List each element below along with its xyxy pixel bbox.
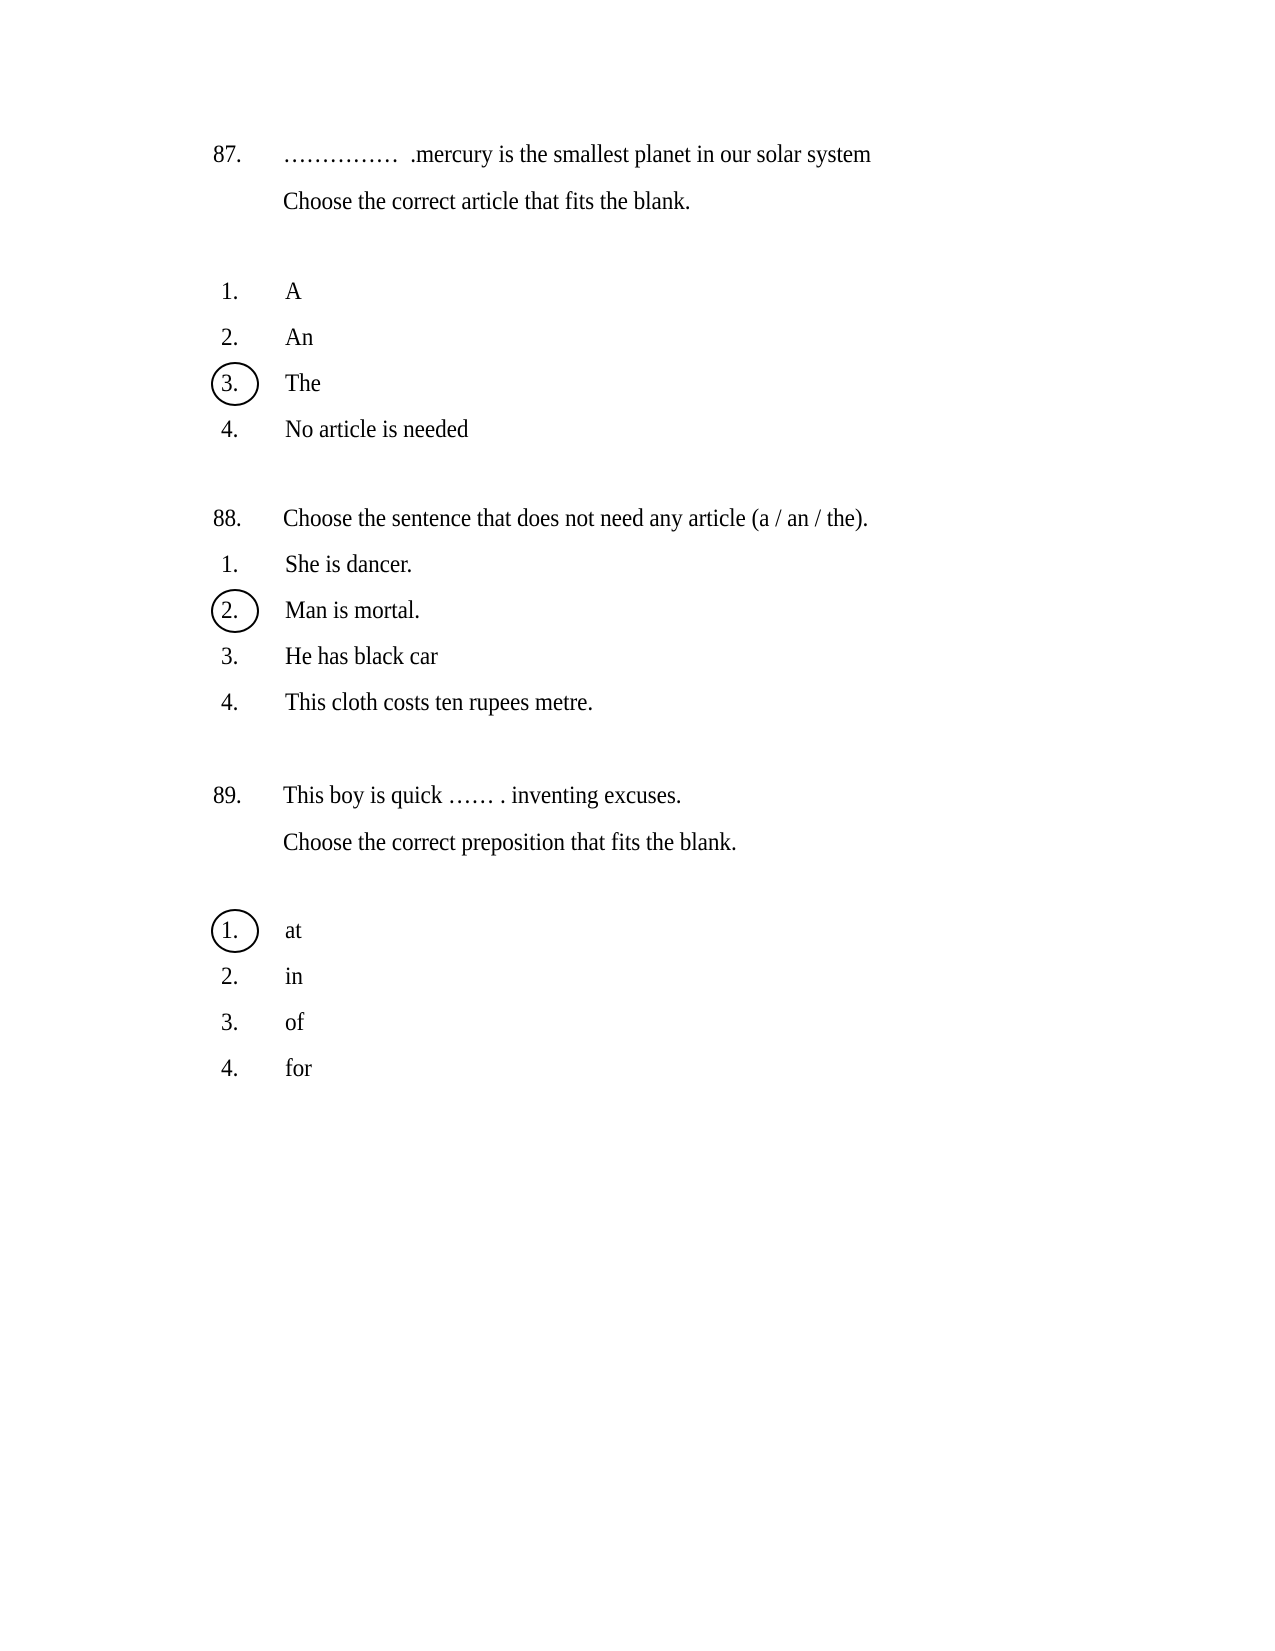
option-label: No article is needed: [285, 416, 469, 443]
option-label: She is dancer.: [285, 551, 413, 578]
option-row[interactable]: [213, 542, 1073, 588]
option-label: He has black car: [285, 643, 438, 670]
question-87-header: [213, 131, 1073, 178]
option-marker[interactable]: [213, 954, 285, 1000]
question-88: [213, 495, 1073, 726]
option-row-selected[interactable]: [213, 908, 1073, 954]
option-number: 1.: [221, 278, 239, 305]
question-87-stem: …………… .mercury is the smallest planet in our solar system: [283, 141, 872, 168]
question-89-number: 89.: [213, 782, 242, 809]
option-marker[interactable]: [213, 542, 285, 588]
option-marker[interactable]: [213, 1046, 285, 1092]
option-label: This cloth costs ten rupees metre.: [285, 689, 594, 716]
option-row[interactable]: [213, 269, 1073, 315]
option-label: at: [285, 917, 302, 944]
option-number: 1.: [221, 551, 239, 578]
option-marker[interactable]: [213, 315, 285, 361]
option-number: 3.: [221, 643, 239, 670]
option-number: 4.: [221, 689, 239, 716]
option-label: The: [285, 370, 321, 397]
option-row[interactable]: [213, 1000, 1073, 1046]
question-88-header: [213, 495, 1073, 542]
option-marker[interactable]: [213, 361, 285, 407]
question-list: [213, 131, 1073, 1092]
question-87-instruction: Choose the correct article that fits the blank.: [283, 188, 691, 215]
option-number: 2.: [221, 597, 239, 624]
option-label: of: [285, 1009, 305, 1036]
option-number: 4.: [221, 416, 239, 443]
option-row-selected[interactable]: [213, 361, 1073, 407]
question-88-number: 88.: [213, 505, 242, 532]
option-marker[interactable]: [213, 908, 285, 954]
option-label: A: [285, 278, 302, 305]
option-number: 3.: [221, 370, 239, 397]
question-89-stem: This boy is quick …… . inventing excuses.: [283, 782, 682, 809]
spacer: [213, 225, 1073, 269]
option-number: 2.: [221, 324, 239, 351]
option-marker[interactable]: [213, 269, 285, 315]
option-marker[interactable]: [213, 407, 285, 453]
question-89-options: [213, 908, 1073, 1092]
question-89-instruction: Choose the correct preposition that fits the blank.: [283, 829, 737, 856]
option-row[interactable]: [213, 407, 1073, 453]
spacer: [213, 866, 1073, 908]
option-row[interactable]: [213, 634, 1073, 680]
option-marker[interactable]: [213, 680, 285, 726]
spacer: [213, 453, 1073, 495]
question-88-stem: Choose the sentence that does not need any article (a / an / the).: [283, 505, 869, 532]
option-label: Man is mortal.: [285, 597, 420, 624]
option-number: 2.: [221, 963, 239, 990]
option-label: in: [285, 963, 303, 990]
question-89: [213, 772, 1073, 1092]
question-88-options: [213, 542, 1073, 726]
question-89-header: [213, 772, 1073, 819]
question-87-options: [213, 269, 1073, 453]
option-label: An: [285, 324, 314, 351]
option-row[interactable]: [213, 315, 1073, 361]
option-row-selected[interactable]: [213, 588, 1073, 634]
option-marker[interactable]: [213, 1000, 285, 1046]
option-row[interactable]: [213, 1046, 1073, 1092]
question-87-number: 87.: [213, 141, 242, 168]
option-marker[interactable]: [213, 634, 285, 680]
option-number: 4.: [221, 1055, 239, 1082]
option-label: for: [285, 1055, 312, 1082]
option-number: 1.: [221, 917, 239, 944]
option-marker[interactable]: [213, 588, 285, 634]
option-row[interactable]: [213, 954, 1073, 1000]
option-row[interactable]: [213, 680, 1073, 726]
option-number: 3.: [221, 1009, 239, 1036]
question-87: [213, 131, 1073, 453]
spacer: [213, 726, 1073, 772]
